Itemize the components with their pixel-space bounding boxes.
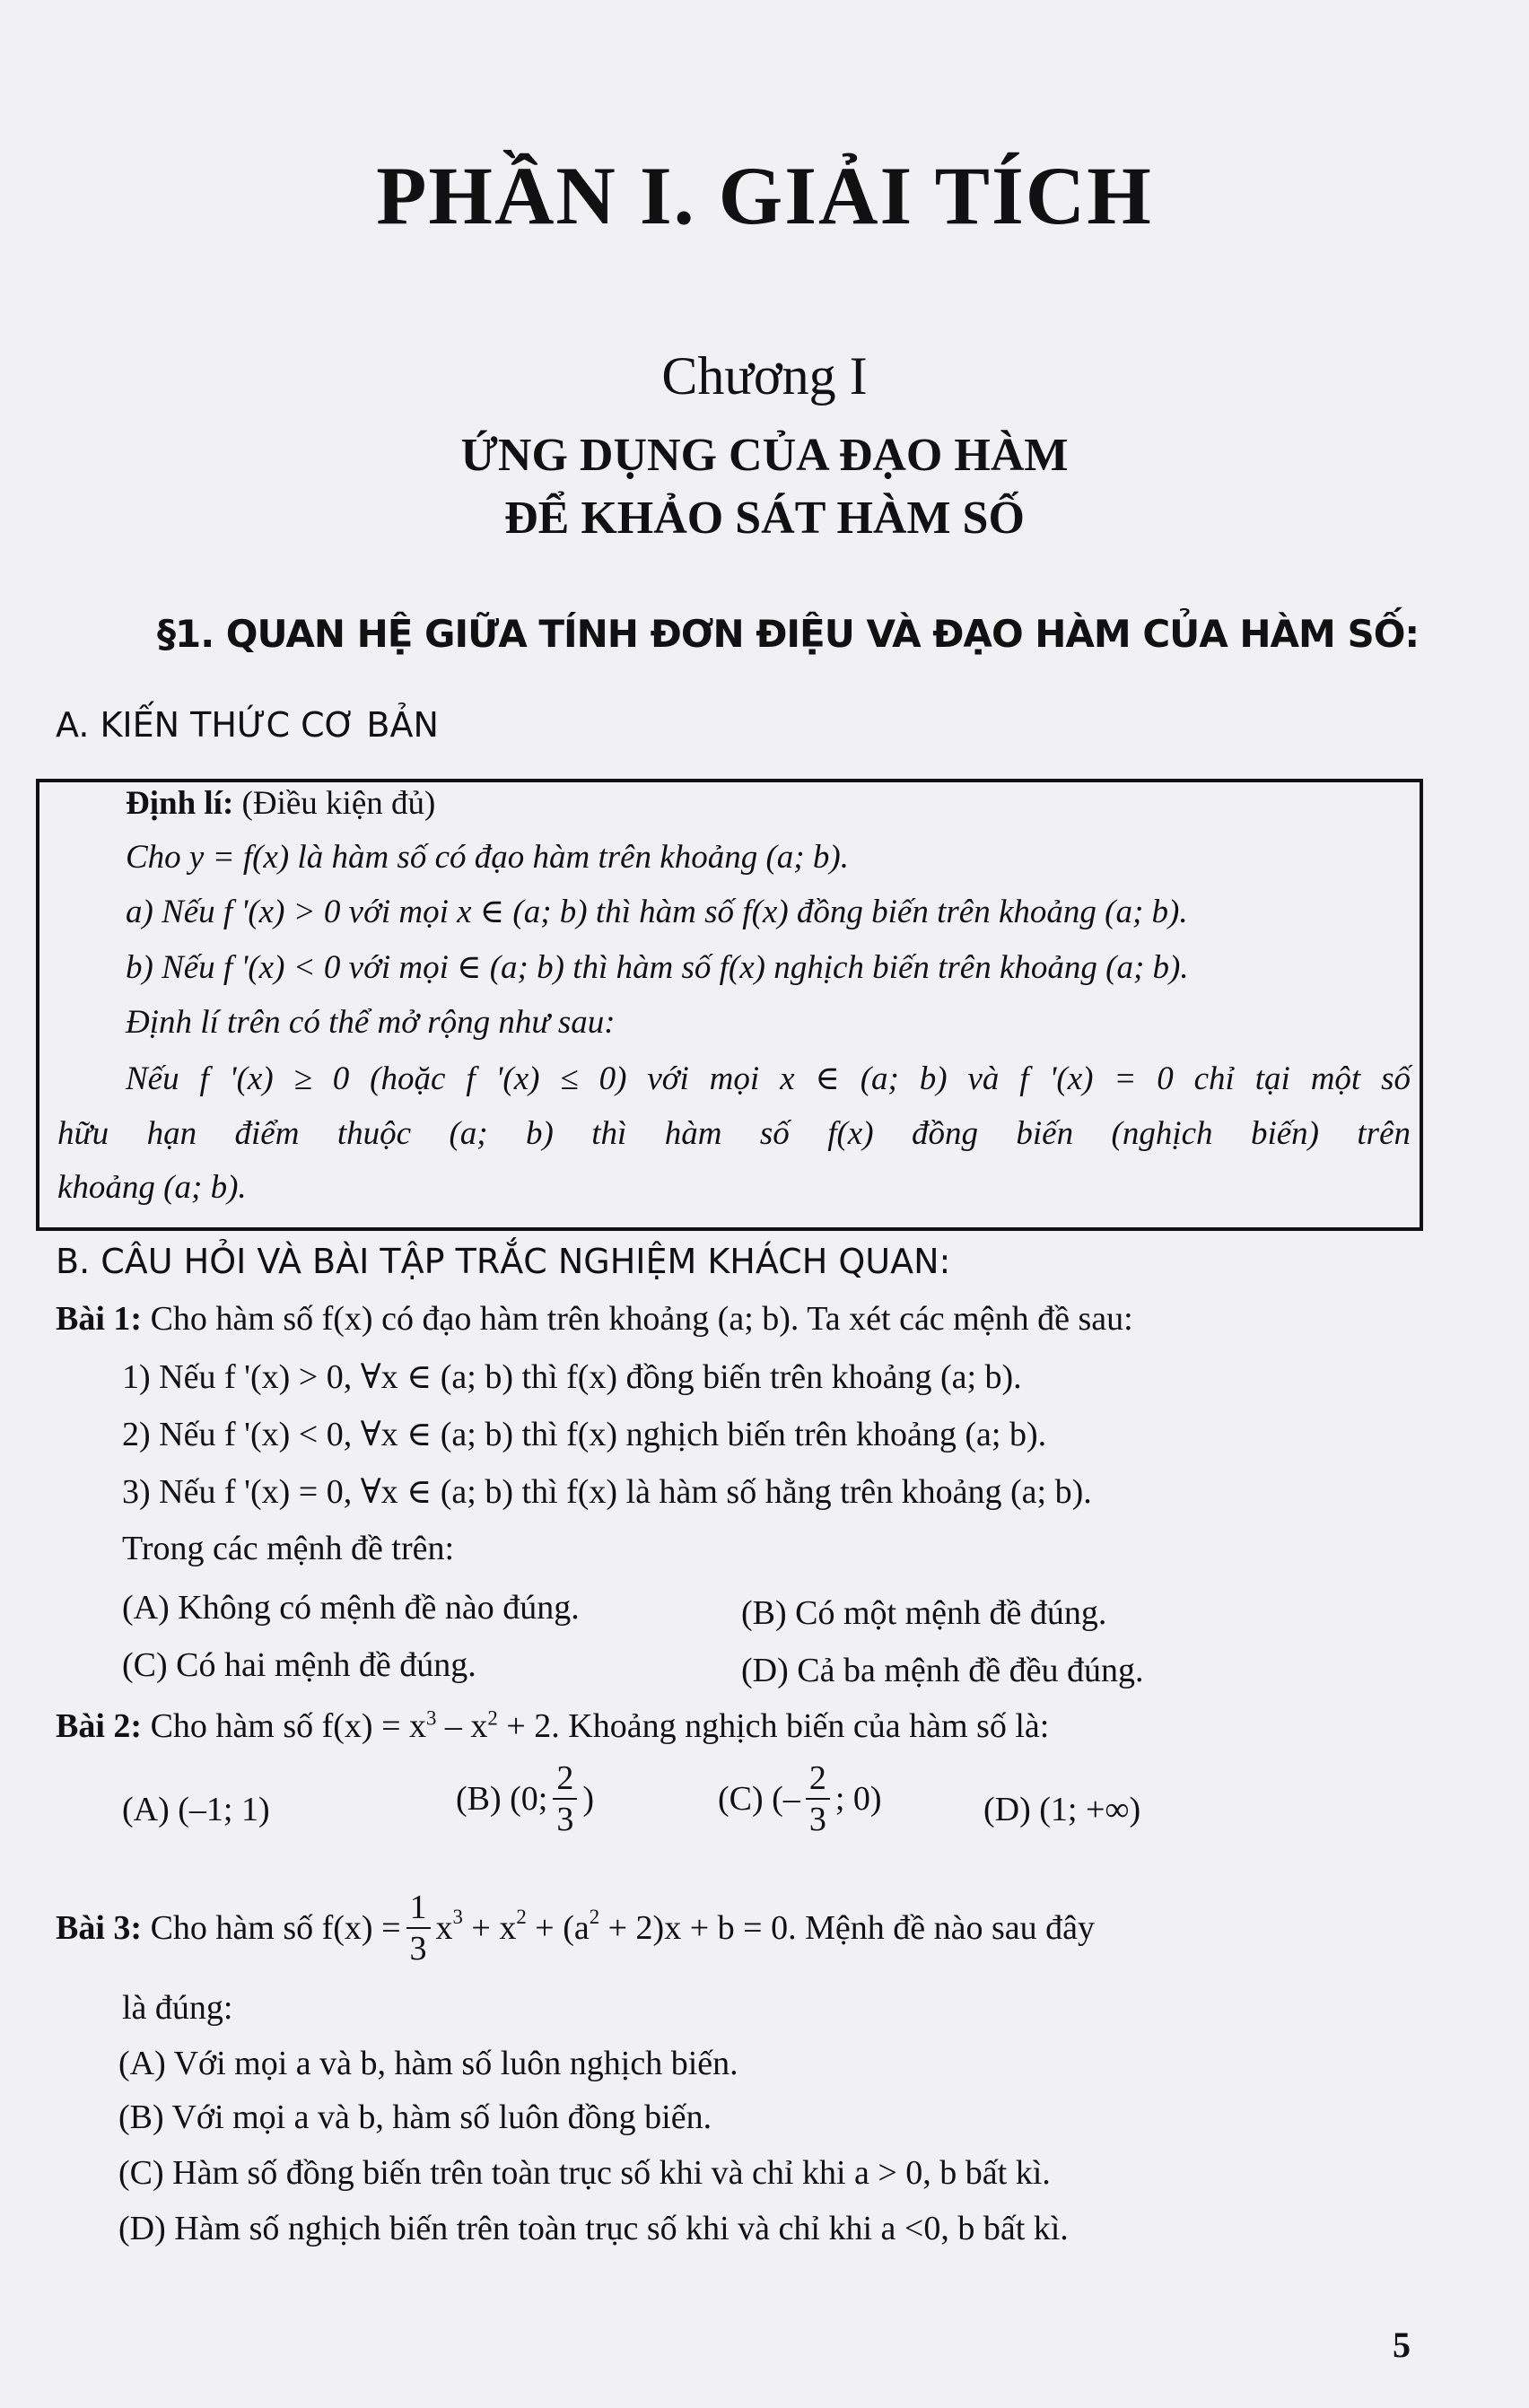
bai3-fraction	[406, 1888, 431, 1968]
bai1-statement-3: 3) Nếu f '(x) = 0, ∀x ∈ (a; b) thì f(x) là hàm số hằng trên khoảng (a; b).	[122, 1473, 1092, 1511]
bai3-text-c: + (a	[526, 1909, 590, 1947]
bai1-option-a: (A) Không có mệnh đề nào đúng.	[122, 1589, 580, 1627]
bai2-option-c-fraction	[806, 1758, 830, 1839]
chapter-title-line2: ĐỂ KHẢO SÁT HÀM SỐ	[504, 493, 1025, 544]
bai2-text-mid: – x	[436, 1707, 488, 1745]
bai3-exp3: 3	[452, 1906, 463, 1929]
bai1-question	[56, 1299, 1133, 1339]
theorem-condition: (Điều kiện đủ)	[241, 785, 436, 822]
bai3-text-x: x	[435, 1909, 453, 1947]
part-title: PHẦN I. GIẢI TÍCH	[376, 150, 1153, 241]
bai3-label: Bài 3:	[56, 1909, 143, 1947]
bai3-line-2: là đúng:	[122, 1989, 233, 2027]
bai3-exp2b: 2	[589, 1906, 600, 1929]
bai1-text: Cho hàm số f(x) có đạo hàm trên khoảng (a; b). Ta xét các mệnh đề sau:	[150, 1300, 1133, 1338]
theorem-line-2: a) Nếu f '(x) > 0 với mọi x ∈ (a; b) thì hàm số f(x) đồng biến trên khoảng (a; b).	[126, 894, 1188, 930]
bai2-question	[56, 1706, 1049, 1746]
fraction-denominator: 3	[409, 1930, 427, 1967]
bai3-text-pre: Cho hàm số f(x) =	[150, 1909, 401, 1947]
chapter-label: Chương I	[661, 346, 868, 406]
bai3-text-b: + x	[462, 1909, 517, 1947]
bai2-text-post: + 2. Khoảng nghịch biến của hàm số là:	[497, 1707, 1050, 1745]
theorem-label: Định lí:	[126, 785, 234, 822]
theorem-box	[36, 779, 1423, 1231]
section-title: §1. QUAN HỆ GIỮA TÍNH ĐƠN ĐIỆU VÀ ĐẠO HÀM CỦA HÀM SỐ:	[157, 612, 1420, 656]
fraction-numerator: 2	[806, 1758, 830, 1800]
fraction-denominator: 3	[556, 1801, 574, 1838]
fraction-denominator: 3	[808, 1801, 826, 1838]
bai2-exp3: 3	[426, 1706, 437, 1730]
bai2-option-c	[718, 1758, 882, 1839]
part-a-heading: A. KIẾN THỨC CƠ BẢN	[56, 705, 439, 745]
page-number: 5	[1393, 2325, 1411, 2365]
theorem-heading	[126, 784, 435, 823]
theorem-line-6: hữu hạn điểm thuộc (a; b) thì hàm số f(x) đồng biến (nghịch biến) trên	[57, 1115, 1411, 1152]
bai2-text-pre: Cho hàm số f(x) = x	[150, 1707, 427, 1745]
fraction-numerator: 1	[406, 1888, 431, 1929]
bai2-option-a: (A) (–1; 1)	[122, 1791, 270, 1828]
bai2-option-b-pre: (B) (0;	[456, 1780, 548, 1818]
theorem-line-4: Định lí trên có thể mở rộng như sau:	[126, 1004, 616, 1041]
theorem-line-7: khoảng (a; b).	[57, 1169, 247, 1206]
bai3-text-post: + 2)x + b = 0. Mệnh đề nào sau đây	[599, 1909, 1095, 1947]
fraction-numerator: 2	[553, 1758, 577, 1800]
bai2-option-b-fraction	[553, 1758, 577, 1839]
bai2-label: Bài 2:	[56, 1707, 143, 1745]
bai2-exp2: 2	[487, 1706, 498, 1730]
bai3-option-d: (D) Hàm số nghịch biến trên toàn trục số khi và chỉ khi a <0, b bất kì.	[118, 2210, 1069, 2247]
bai1-option-c: (C) Có hai mệnh đề đúng.	[122, 1646, 476, 1684]
bai2-option-d: (D) (1; +∞)	[983, 1791, 1141, 1828]
bai1-option-d: (D) Cả ba mệnh đề đều đúng.	[741, 1652, 1144, 1689]
part-b-heading: B. CÂU HỎI VÀ BÀI TẬP TRẮC NGHIỆM KHÁCH QUAN:	[56, 1242, 951, 1281]
bai3-option-c: (C) Hàm số đồng biến trên toàn trục số khi và chỉ khi a > 0, b bất kì.	[118, 2154, 1051, 2192]
bai3-option-a: (A) Với mọi a và b, hàm số luôn nghịch biến.	[118, 2045, 738, 2082]
bai2-option-c-post: ; 0)	[834, 1780, 882, 1818]
bai2-option-b	[456, 1758, 594, 1839]
bai1-statement-1: 1) Nếu f '(x) > 0, ∀x ∈ (a; b) thì f(x) đồng biến trên khoảng (a; b).	[122, 1358, 1022, 1396]
bai1-statement-2: 2) Nếu f '(x) < 0, ∀x ∈ (a; b) thì f(x) nghịch biến trên khoảng (a; b).	[122, 1416, 1047, 1453]
bai3-question	[56, 1888, 1095, 1968]
theorem-line-5: Nếu f '(x) ≥ 0 (hoặc f '(x) ≤ 0) với mọi x ∈ (a; b) và f '(x) = 0 chỉ tại một số	[126, 1060, 1411, 1097]
bai3-option-b: (B) Với mọi a và b, hàm số luôn đồng biến.	[118, 2098, 712, 2136]
theorem-line-3: b) Nếu f '(x) < 0 với mọi ∈ (a; b) thì hàm số f(x) nghịch biến trên khoảng (a; b).	[126, 949, 1189, 986]
bai1-label: Bài 1:	[56, 1300, 143, 1338]
bai1-option-b: (B) Có một mệnh đề đúng.	[741, 1594, 1107, 1632]
chapter-title-line1: ỨNG DỤNG CỦA ĐẠO HÀM	[460, 430, 1069, 481]
bai2-option-c-pre: (C) (–	[718, 1780, 800, 1818]
bai3-exp2: 2	[516, 1906, 527, 1929]
theorem-line-1: Cho y = f(x) là hàm số có đạo hàm trên khoảng (a; b).	[126, 839, 849, 876]
bai2-option-b-post: )	[582, 1780, 595, 1818]
bai1-prompt: Trong các mệnh đề trên:	[122, 1530, 455, 1567]
